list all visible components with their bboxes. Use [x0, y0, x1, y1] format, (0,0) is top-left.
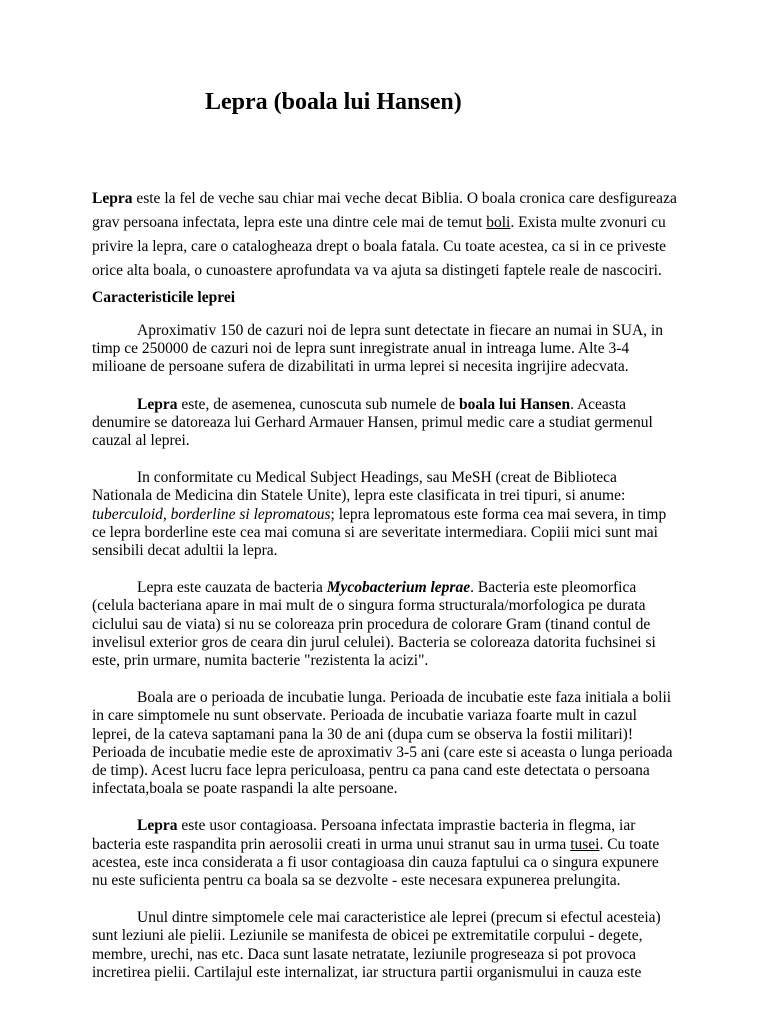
paragraph-cases: Aproximativ 150 de cazuri noi de lepra sunt detectate in fiecare an numai in SUA, in timp ce 250000 de cazuri noi de lepra sunt inregistrate anual in intreaga lume. Alte 3-4 milioane de persoane sufera de dizabilitati in urma leprei si necesita ingrijire adecvata. — [92, 322, 663, 376]
document-title: Lepra (boala lui Hansen) — [205, 89, 462, 115]
paragraph-incubation: Boala are o perioada de incubatie lunga. Perioada de incubatie este faza initiala a bolii in care simptomele nu sunt observate. Perioada de incubatie variaza foarte mult in cazul leprei, de la cateva saptamani pana la 30 de ani (dupa cum se observa la fostii militari)! Perioada de incubatie medie este de aproximativ 3-5 ani (care este si aceasta o lunga perioada de timp). Acest lucru face lepra periculoasa, pentru ca pana cand este detectata o persoana infectata,boala se poate raspandi la alte persoane. — [92, 689, 673, 798]
paragraph-contagion — [92, 817, 676, 890]
intro-text-1: este la fel de veche sau chiar mai veche decat Biblia. O boala cronica care desfigureaza grav persoana infectata, lepra este una dintre cele mai de temut — [92, 190, 677, 231]
paragraph-bacteria — [92, 579, 676, 670]
p2-bold: boala lui Hansen — [458, 395, 571, 413]
p2-lead: Lepra — [137, 395, 178, 413]
p6-lead: Lepra — [137, 817, 178, 835]
paragraph-symptoms: Unul dintre simptomele cele mai caracteristice ale leprei (precum si efectul acesteia) sunt leziuni ale pielii. Leziunile se manifesta de obicei pe extremitatile corpului - degete, membre, urechi, nas etc. Daca sunt lasate netratate, leziunile progreseaza si pot provoca incretirea pielii. Cartilajul este internalizat, iar structura partii organismului in cauza este — [92, 909, 661, 981]
p2-text-2: . Aceasta denumire se datoreaza lui Gerhard Armauer Hansen, primul medic care a studiat germenul cauzal al leprei. — [92, 395, 653, 450]
boli-link[interactable]: boli — [486, 214, 511, 231]
p3-text-1: In conformitate cu Medical Subject Headings, sau MeSH (creat de Biblioteca Nationala de Medicina din Statele Unite), lepra este clasificata in trei tipuri, si anume: — [92, 469, 626, 505]
p4-text-2: . Bacteria este pleomorfica (celula bacteriana apare in mai mult de o singura forma structurala/morfologica pe durata ciclului sau de viata) si nu se coloreaza prin procedura de colorare Gram (tinand contul de invelisul exterior gros de ceara din jurul celulei). Bacteria se coloreaza datorita fuchsinei si este, prin urmare, numita bacterie "rezistenta la acizi". — [92, 579, 656, 670]
p6-text-1: este usor contagioasa. Persoana infectata imprastie bacteria in flegma, iar bacteria este raspandita prin aerosolii creati in urma unui stranut sau in urma — [92, 817, 636, 853]
tusei-link[interactable]: tusei — [570, 835, 600, 853]
p3-italic: tuberculoid, borderline si lepromatous — [92, 505, 331, 523]
intro-lead: Lepra — [92, 190, 133, 207]
p3-text-2: ; lepra lepromatous este forma cea mai severa, in timp ce lepra borderline este cea mai comuna si are severitate intermediara. Copiii mici sunt mai sensibili decat adultii la lepra. — [92, 505, 667, 560]
p6-text-2: . Cu toate acestea, este inca considerata a fi usor contagioasa din cauza faptului ca o singura expunere nu este suficienta pentru ca boala sa se dezvolte - este necesara expunerea prelungita. — [92, 835, 660, 890]
intro-text-2: . Exista multe zvonuri cu privire la lepra, care o catalogheaza drept o boala fatala. Cu toate acestea, ca si in ce priveste orice alta boala, o cunoastere aprofundata va va ajuta sa distingeti faptele reale de nascociri. — [92, 214, 667, 279]
article-body — [92, 322, 676, 1001]
intro-paragraph — [92, 187, 682, 283]
paragraph-hansen — [92, 396, 676, 451]
paragraph-mesh — [92, 469, 676, 560]
section-heading: Caracteristicile leprei — [92, 289, 236, 306]
p4-text-1: Lepra este cauzata de bacteria — [137, 579, 327, 597]
p4-bold-italic: Mycobacterium leprae — [326, 579, 471, 597]
p2-text-1: este, de asemenea, cunoscuta sub numele de — [177, 395, 459, 413]
